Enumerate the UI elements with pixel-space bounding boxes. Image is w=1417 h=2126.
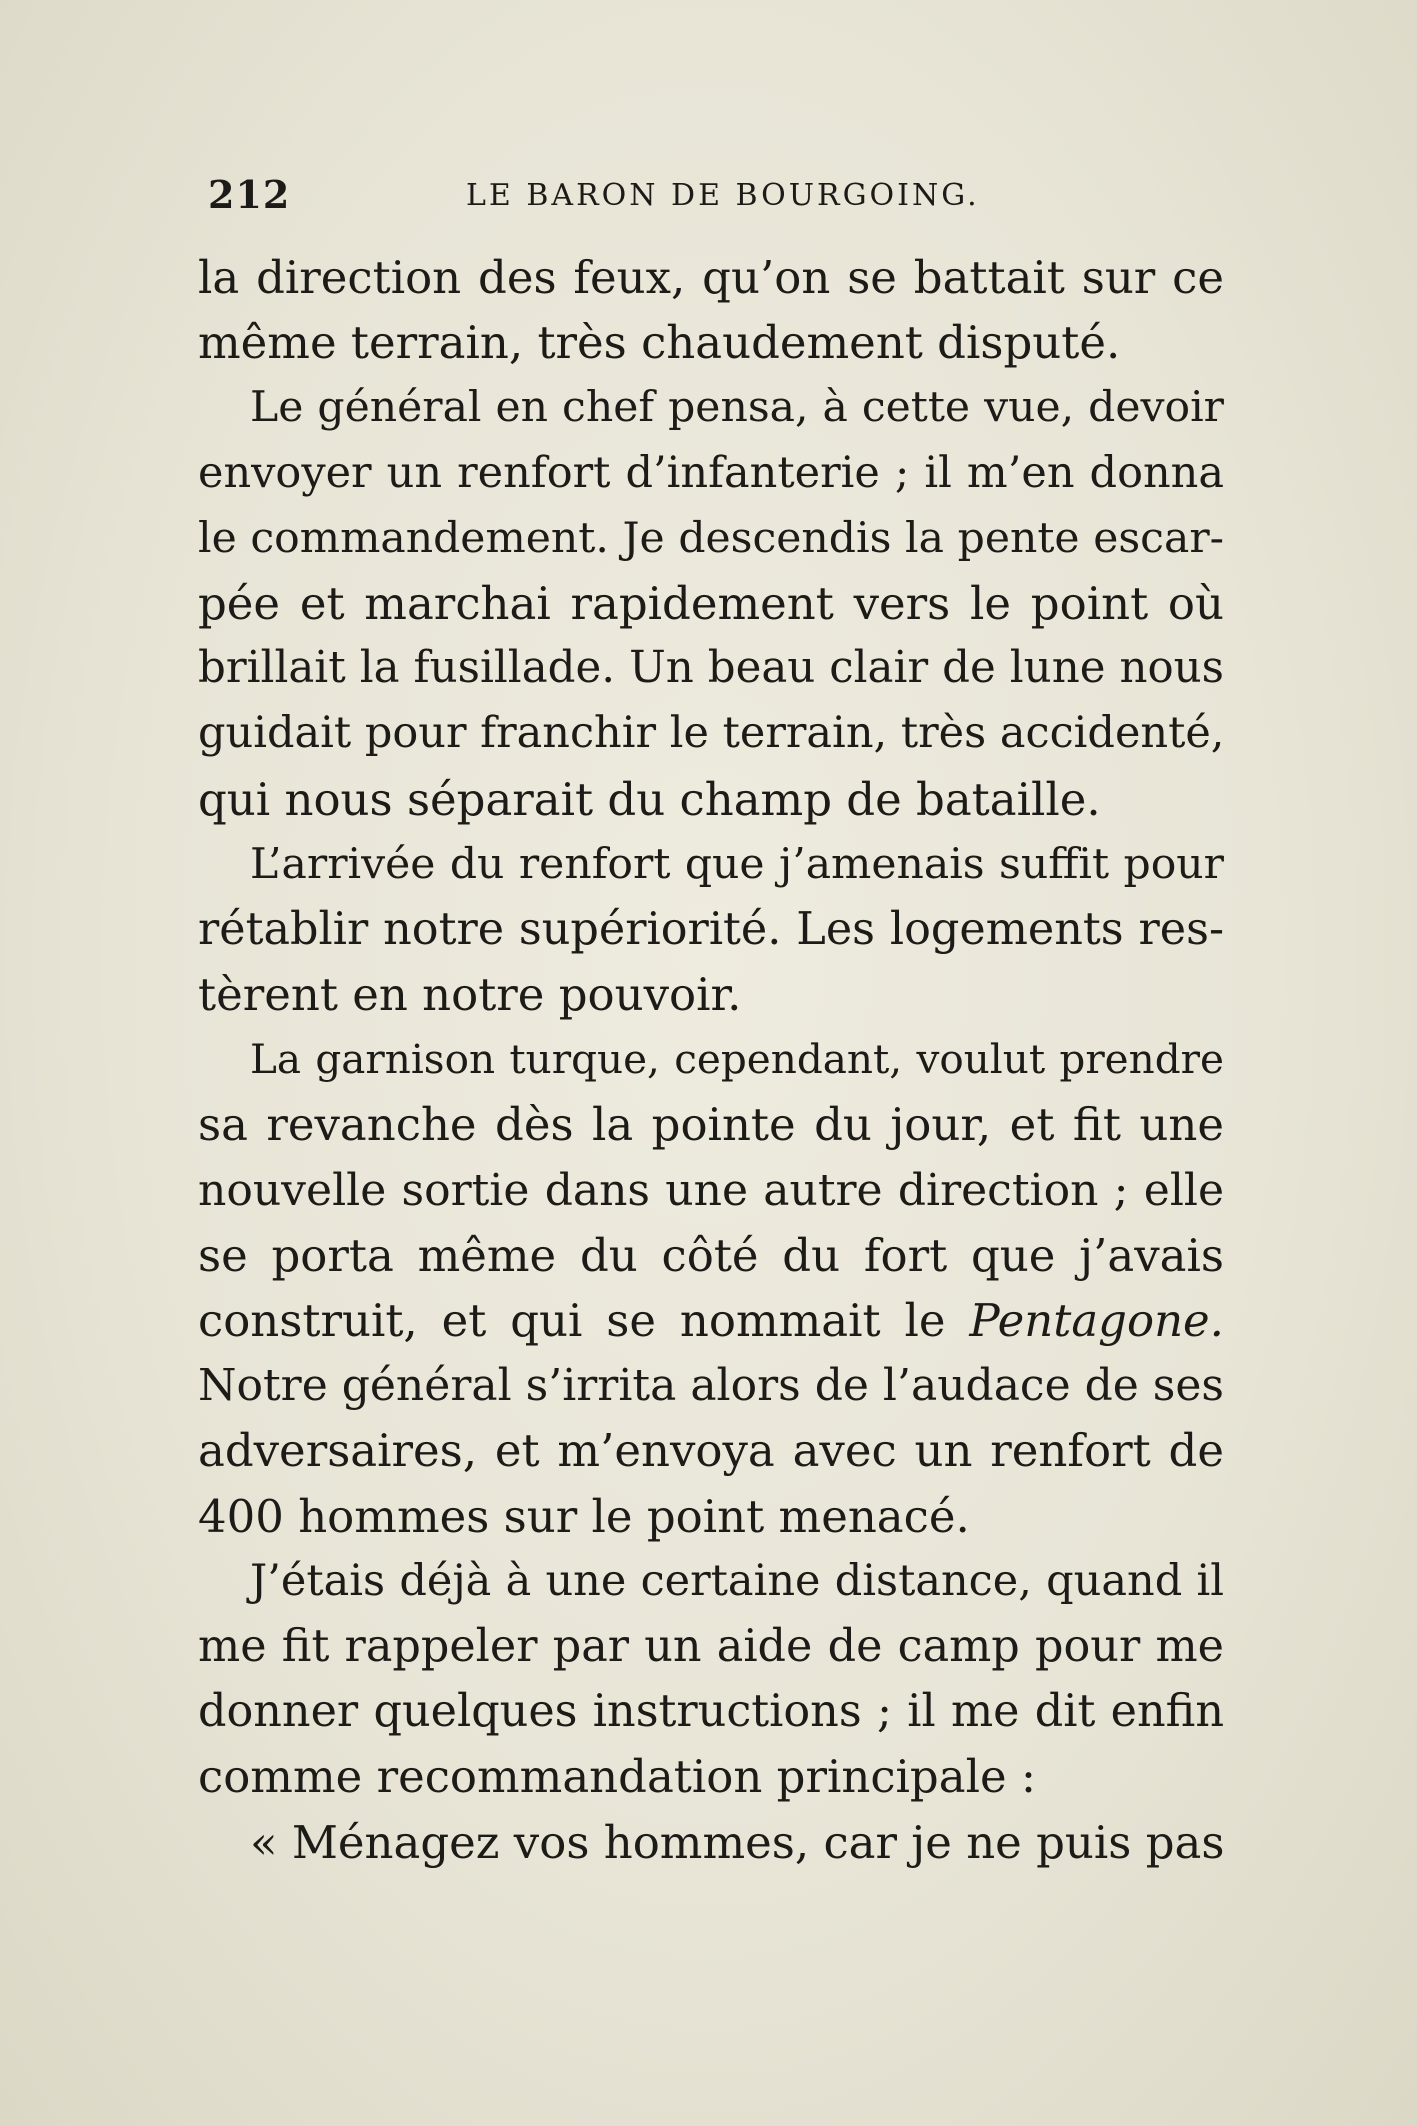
text-line: J’étais déjà à une certaine distance, quand il [250,1555,1224,1606]
text-line: nouvelle sortie dans une autre direction ; elle [198,1164,1224,1216]
running-title: LE BARON DE BOURGOING. [466,178,980,213]
body-text [198,245,1224,1875]
text-line: même terrain, très chaudement disputé. [198,316,1121,370]
text-line: tèrent en notre pouvoir. [198,968,742,1022]
text-line: me fit rappeler par un aide de camp pour me [198,1620,1224,1672]
text-line: pée et marchai rapidement vers le point où [198,576,1224,630]
text-line: La garnison turque, cependant, voulut prendre [250,1035,1224,1084]
text-line: rétablir notre supériorité. Les logements res- [198,903,1224,955]
text-line: la direction des feux, qu’on se battait sur ce [198,251,1224,304]
text-line: sa revanche dès la pointe du jour, et fit une [198,1098,1224,1152]
italic-term: Pentagone. [969,1294,1224,1347]
text-line: se porta même du côté du fort que j’avais [198,1228,1224,1282]
text-line: le commandement. Je descendis la pente escar- [198,513,1224,563]
page-header [208,172,1218,222]
text-line: Notre général s’irrita alors de l’audace de ses [198,1360,1224,1412]
text-line: 400 hommes sur le point menacé. [198,1489,970,1543]
text-line: adversaires, et m’envoya avec un renfort de [198,1424,1224,1478]
page-number: 212 [208,172,291,217]
text-line: donner quelques instructions ; il me dit enfin [198,1686,1224,1738]
text-line-with-italic [198,1288,1224,1353]
text-line: Le général en chef pensa, à cette vue, devoir [250,383,1224,433]
text-line: comme recommandation principale : [198,1750,1037,1804]
text-line-segment: construit, et qui se nommait le [198,1294,946,1347]
text-line: brillait la fusillade. Un beau clair de lune nous [198,643,1224,694]
text-line: guidait pour franchir le terrain, très accidenté, [198,708,1225,759]
text-line: qui nous séparait du champ de bataille. [198,772,1101,826]
text-line: « Ménagez vos hommes, car je ne puis pas [250,1815,1225,1869]
text-line: envoyer un renfort d’infanterie ; il m’en donna [198,447,1224,498]
text-line: L’arrivée du renfort que j’amenais suffit pour [250,839,1224,889]
